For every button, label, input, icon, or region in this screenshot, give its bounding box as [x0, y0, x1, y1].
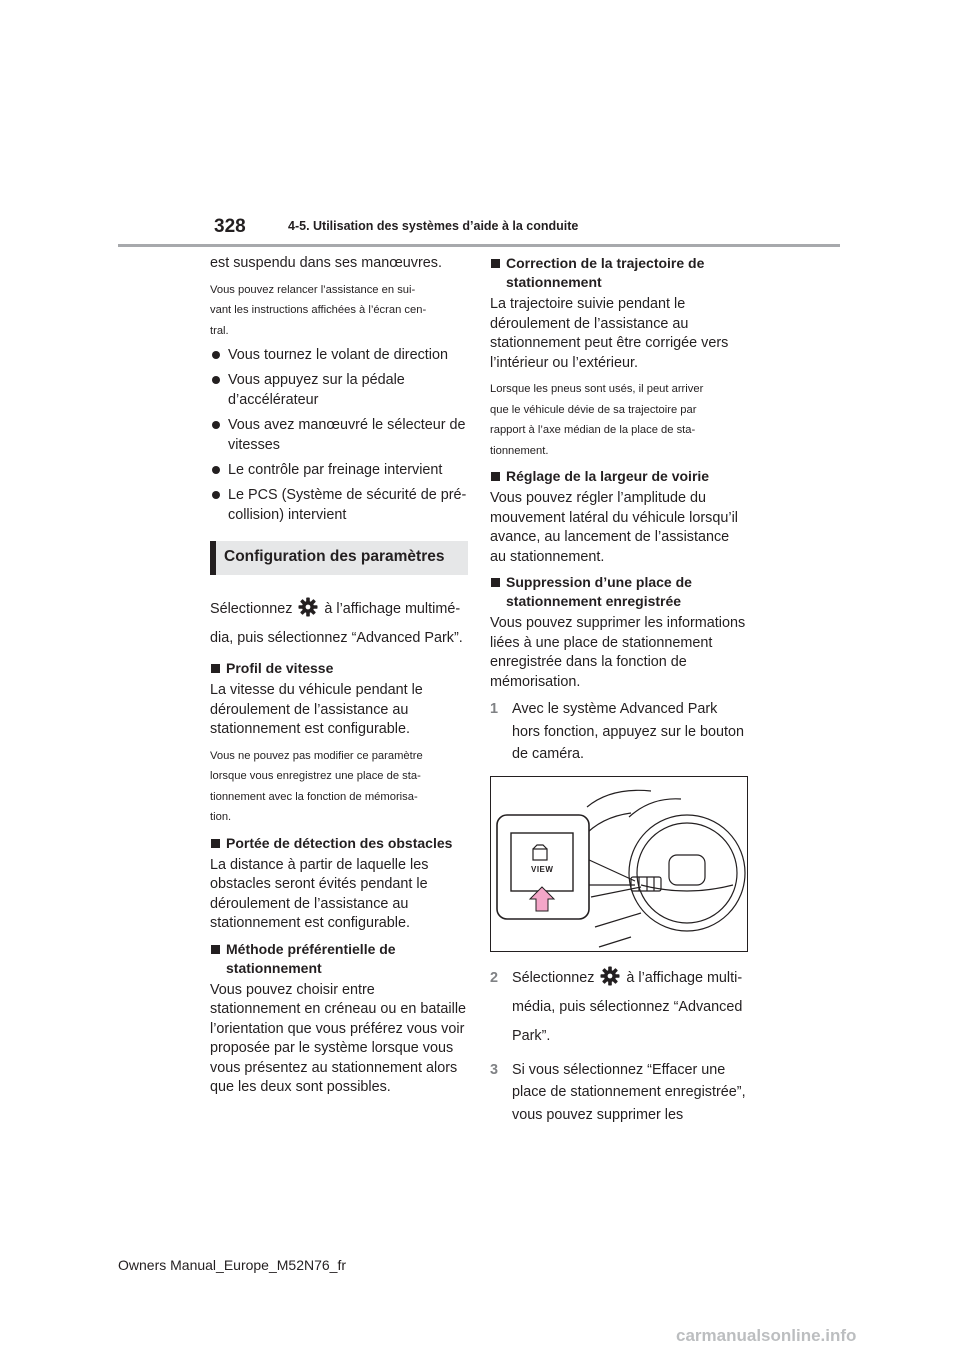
- instruction-text: dia, puis sélectionnez “Advanced Park”.: [210, 630, 463, 646]
- subheading-obstacle-range: [210, 834, 468, 853]
- subheading-text: Suppression d’une place de stationnement enregistrée: [506, 574, 692, 609]
- left-column: [210, 254, 468, 1104]
- dashboard-illustration: [491, 777, 747, 951]
- speed-profile-note: [210, 746, 468, 828]
- step-text: à l’affichage multi-: [626, 969, 743, 986]
- note-line: tionnement.: [490, 444, 549, 457]
- square-bullet-icon: [211, 839, 220, 848]
- bullet-icon: [212, 421, 220, 429]
- list-item: [210, 460, 468, 480]
- list-item: [210, 485, 468, 525]
- square-bullet-icon: [211, 664, 220, 673]
- square-bullet-icon: [491, 259, 500, 268]
- settings-gear-icon: [600, 966, 620, 986]
- subheading-parking-method: [210, 940, 468, 978]
- list-item-text: Vous tournez le volant de direction: [228, 347, 448, 363]
- bullet-icon: [212, 376, 220, 384]
- note-line: Vous ne pouvez pas modifier ce paramètre: [210, 749, 423, 762]
- settings-gear-icon: [298, 597, 318, 617]
- parking-method-text: Vous pouvez choisir entre stationnement en créneau ou en bataille l’orientation que vous préférez vous voir proposée par le système lorsque vous vous présentez au stationnement alors que les deux sont possibles.: [210, 981, 467, 1095]
- header-rule: [118, 244, 840, 247]
- subheading-text: Correction de la trajectoire de stationnement: [506, 255, 705, 290]
- subheading-trajectory-correction: [490, 254, 748, 292]
- section-heading-band: [210, 541, 468, 575]
- list-item: [210, 415, 468, 455]
- bullet-icon: [212, 351, 220, 359]
- obstacle-range-text: La distance à partir de laquelle les obstacles seront évités pendant le déroulement de l’assistance au stationnement est configurable.: [210, 856, 429, 931]
- square-bullet-icon: [211, 945, 220, 954]
- list-item-text: Le contrôle par freinage intervient: [228, 462, 443, 478]
- step-text: Sélectionnez: [512, 969, 595, 986]
- delete-spot-text: Vous pouvez supprimer les informations liées à une place de stationnement enregistrée dans la fonction de mémorisation.: [490, 615, 746, 690]
- subheading-text: Méthode préférentielle de stationnement: [226, 940, 396, 976]
- note-line: tral.: [210, 324, 229, 337]
- subheading-text: Profil de vitesse: [226, 660, 334, 676]
- step-number: 2: [490, 969, 499, 986]
- square-bullet-icon: [491, 578, 500, 587]
- bullet-icon: [212, 466, 220, 474]
- step-text: Avec le système Advanced Park hors fonction, appuyez sur le bouton de caméra.: [512, 701, 744, 762]
- subheading-speed-profile: [210, 659, 468, 678]
- section-title: 4-5. Utilisation des systèmes d’aide à la conduite: [288, 219, 579, 233]
- select-instruction: [210, 595, 468, 653]
- note-relaunch: [210, 280, 468, 342]
- instruction-text: à l’affichage multimé-: [324, 601, 461, 617]
- list-item-text: Vous appuyez sur la pédale d’accélérateur: [228, 372, 405, 408]
- camera-button-illustration: [490, 776, 748, 952]
- list-item-text: Le PCS (Système de sécurité de pré-collision) intervient: [228, 487, 467, 523]
- step-number: 3: [490, 1061, 499, 1078]
- note-line: que le véhicule dévie de sa trajectoire par: [490, 403, 697, 416]
- step-1: [490, 698, 748, 766]
- note-line: tion.: [210, 811, 232, 823]
- trajectory-note: [490, 379, 748, 461]
- list-item: [210, 345, 468, 365]
- note-line: Lorsque les pneus sont usés, il peut arriver: [490, 383, 704, 395]
- instruction-text: Sélectionnez: [210, 601, 293, 617]
- speed-profile-text: La vitesse du véhicule pendant le déroulement de l’assistance au stationnement est configurable.: [210, 682, 423, 737]
- subheading-text: Portée de détection des obstacles: [226, 834, 453, 851]
- right-column: [490, 254, 748, 1134]
- trajectory-text: La trajectoire suivie pendant le déroulement de l’assistance au stationnement peut être corrigée vers l’intérieur ou l’extérieur.: [490, 296, 729, 371]
- list-item: [210, 370, 468, 410]
- page-number: 328: [214, 216, 246, 237]
- intro-text: est suspendu dans ses manœuvres.: [210, 255, 442, 271]
- document-id: Owners Manual_Europe_M52N76_fr: [118, 1257, 347, 1273]
- list-item-text: Vous avez manœuvré le sélecteur de vitesses: [228, 417, 466, 453]
- view-button-label: VIEW: [531, 864, 554, 874]
- note-line: rapport à l’axe médian de la place de sta-: [490, 424, 696, 436]
- interrupt-conditions-list: [210, 345, 468, 525]
- step-number: 1: [490, 701, 499, 717]
- note-line: Vous pouvez relancer l’assistance en sui-: [210, 283, 416, 296]
- step-text: Si vous sélectionnez “Effacer une place de stationnement enregistrée”, vous pouvez supprimer les: [512, 1061, 746, 1123]
- step-3: [490, 1059, 748, 1127]
- watermark: carmanualsonline.info: [676, 1326, 857, 1345]
- subheading-road-width: [490, 467, 748, 486]
- step-2: [490, 964, 748, 1051]
- section-heading: Configuration des paramètres: [224, 548, 445, 565]
- square-bullet-icon: [491, 472, 500, 481]
- bullet-icon: [212, 491, 220, 499]
- subheading-text: Réglage de la largeur de voirie: [506, 468, 710, 484]
- note-line: vant les instructions affichées à l’écran cen-: [210, 304, 427, 316]
- note-line: tionnement avec la fonction de mémorisa-: [210, 790, 418, 803]
- road-width-text: Vous pouvez régler l’amplitude du mouvement latéral du véhicule lorsqu’il avance, au lancement de l’assistance au stationnement.: [490, 490, 738, 565]
- step-text: média, puis sélectionnez “Advanced Park”.: [512, 998, 743, 1044]
- note-line: lorsque vous enregistrez une place de sta-: [210, 770, 421, 782]
- subheading-delete-spot: [490, 573, 748, 611]
